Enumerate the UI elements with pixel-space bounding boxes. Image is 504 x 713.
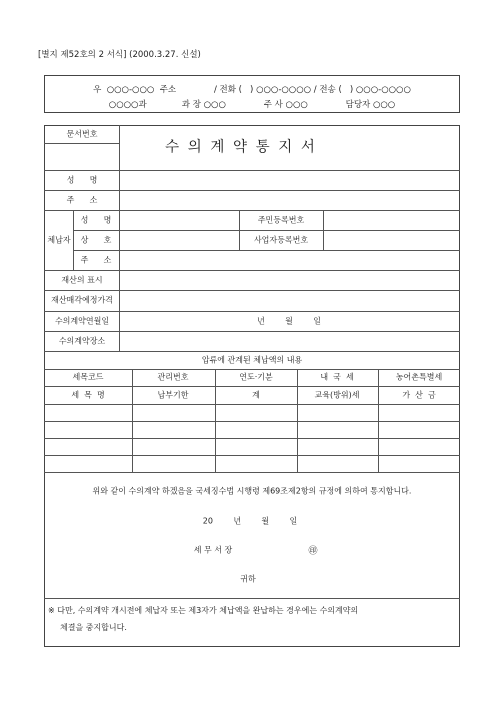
related-taxes-heading: 압류에 관계된 체납액의 내용 bbox=[201, 355, 303, 365]
name-label: 성 명 bbox=[66, 175, 98, 185]
estimated-price-label: 재산매각예정가격 bbox=[51, 295, 113, 305]
rule bbox=[132, 369, 133, 472]
rule bbox=[73, 230, 460, 231]
rule bbox=[44, 143, 119, 144]
table-header-cell: 교육(방위)세 bbox=[314, 390, 360, 400]
table-header-cell: 연도·기분 bbox=[239, 372, 273, 382]
rule bbox=[44, 369, 460, 370]
form-identifier: [별지 제52호의 2 서식] (2000.3.27. 신설) bbox=[38, 50, 201, 60]
note-line-2: 체결을 중지합니다. bbox=[60, 623, 127, 632]
rule bbox=[73, 210, 74, 270]
sender-staff-line: ○○○○과 과 장 ○○○ 주 사 ○○○ 담당자 ○○○ bbox=[108, 100, 396, 110]
contract-place-label: 수의계약장소 bbox=[58, 336, 106, 346]
table-header-cell: 세 목 명 bbox=[71, 390, 105, 400]
contract-date-label: 수의계약연월일 bbox=[54, 316, 110, 326]
delinquent-label: 체납자 bbox=[47, 235, 71, 245]
rule bbox=[119, 125, 120, 351]
table-header-cell: 계 bbox=[252, 390, 260, 400]
rule bbox=[44, 311, 460, 312]
doc-number-label: 문서번호 bbox=[66, 129, 98, 139]
property-label: 재산의 표시 bbox=[61, 275, 103, 285]
table-header-cell: 가 산 금 bbox=[402, 390, 436, 400]
table-header-cell: 농어촌특별세 bbox=[395, 372, 443, 382]
table-header-cell: 세목코드 bbox=[72, 372, 104, 382]
notice-statement: 위와 같이 수의계약 하겠음을 국세징수법 시행령 제69조제2항의 규정에 의하여 통지합니다. bbox=[92, 486, 412, 496]
address-label: 주 소 bbox=[66, 195, 98, 205]
rule bbox=[44, 210, 460, 211]
rule bbox=[44, 455, 460, 456]
rule bbox=[44, 270, 460, 271]
rule bbox=[44, 438, 460, 439]
rule bbox=[297, 369, 298, 472]
rule bbox=[44, 598, 460, 599]
rule bbox=[323, 210, 324, 250]
rule bbox=[44, 421, 460, 422]
recipient-honorific: 귀하 bbox=[240, 574, 256, 584]
seal-mark: ㊞ bbox=[308, 546, 318, 557]
rule bbox=[378, 369, 379, 472]
resident-number-label: 주민등록번호 bbox=[257, 215, 305, 225]
rule bbox=[44, 472, 460, 473]
rule bbox=[44, 290, 460, 291]
rule bbox=[44, 404, 460, 405]
notice-date: 20 년 월 일 bbox=[202, 516, 298, 526]
sender-address-line: 우 ○○○-○○○ 주소 / 전화 ( ) ○○○-○○○○ / 전송 ( ) ○○○-○○○○ bbox=[93, 85, 411, 95]
rule bbox=[44, 351, 460, 352]
table-header-cell: 내 국 세 bbox=[320, 372, 354, 382]
delinquent-address-label: 주 소 bbox=[80, 255, 112, 265]
rule bbox=[239, 210, 240, 250]
rule bbox=[44, 331, 460, 332]
sender-header-box bbox=[44, 75, 460, 113]
rule bbox=[44, 170, 460, 171]
rule bbox=[73, 250, 460, 251]
note-line-1: ※ 다만, 수의계약 개시전에 체납자 또는 제3자가 체납액을 완납하는 경우에는 수의계약의 bbox=[48, 606, 359, 615]
business-number-label: 사업자등록번호 bbox=[253, 235, 309, 245]
table-header-cell: 납부기한 bbox=[157, 390, 189, 400]
issuer-title: 세 무 서 장 bbox=[193, 545, 233, 555]
page-title: 수 의 계 약 통 지 서 bbox=[165, 139, 317, 156]
rule bbox=[215, 369, 216, 472]
delinquent-name-label: 성 명 bbox=[80, 215, 112, 225]
trade-name-label: 상 호 bbox=[80, 235, 112, 245]
contract-date-value: 년 월 일 bbox=[257, 316, 321, 326]
table-header-cell: 관리번호 bbox=[157, 372, 189, 382]
rule bbox=[44, 190, 460, 191]
rule bbox=[44, 386, 460, 387]
